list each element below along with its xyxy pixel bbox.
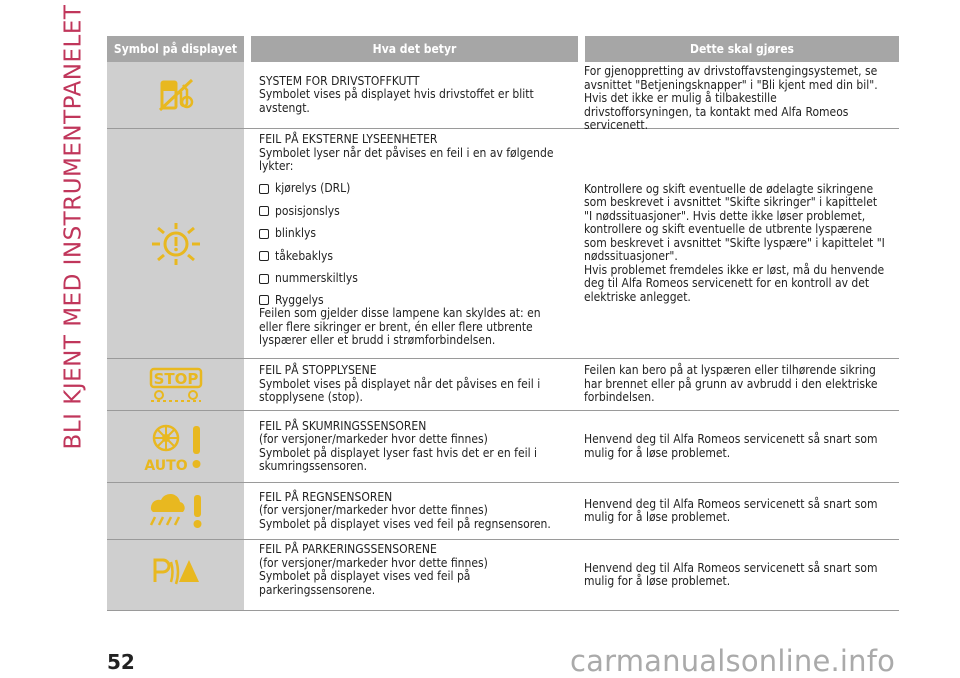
table-row: [107, 62, 899, 132]
fuel-cutoff-icon: [156, 76, 196, 114]
list-item: blinklys: [259, 223, 565, 246]
row-title: FEIL PÅ SKUMRINGSSENSOREN: [259, 418, 427, 433]
row-action: Feilen kan bero på at lyspæren eller tilhørende sikring har brennet eller på grunn av avbrudd i den elektriske forbindelsen.: [584, 363, 878, 405]
action-cell: [571, 359, 892, 410]
meaning-cell: [244, 540, 571, 610]
auto-text: AUTO: [143, 457, 188, 473]
row-title: FEIL PÅ EKSTERNE LYSEENHETER: [259, 132, 438, 146]
table-row: [107, 411, 899, 483]
list-item: kjørelys (DRL): [259, 178, 565, 201]
checkbox-bullet-icon: [259, 274, 269, 284]
row-title: FEIL PÅ STOPPLYSENE: [259, 363, 377, 378]
meaning-cell: [244, 62, 571, 128]
header-symbol: Symbol på displayet: [107, 36, 244, 62]
row-action: Henvend deg til Alfa Romeos servicenett så snart som mulig for å løse problemet.: [584, 432, 878, 460]
row-action: Kontrollere og skift eventuelle de ødelagte sikringene som beskrevet i avsnittet "Skifte sikringer" i kapittelet "I nødssituasjoner". Hvis dette ikke løser problemet, kontrollere og skift eventuelle de utbrente lyspærene som beskrevet i avsnittet "Skifte lyspære" i kapittelet "I nødssituasjoner".: [584, 181, 885, 264]
light-list: [259, 178, 565, 308]
symbol-cell: [107, 62, 244, 128]
action-cell: [571, 483, 892, 539]
checkbox-bullet-icon: [259, 229, 269, 239]
exterior-light-fault-icon: [148, 222, 204, 266]
action-cell: [571, 411, 892, 482]
row-description: Symbolet på displayet vises ved feil på parkeringssensorene.: [259, 569, 471, 597]
stop-light-fault-icon: [147, 366, 205, 404]
checkbox-bullet-icon: [259, 251, 269, 261]
row-description: Symbolet på displayet vises ved feil på regnsensoren.: [259, 516, 551, 531]
action-cell: [571, 540, 892, 610]
table-row: [107, 540, 899, 611]
row-description: Symbolet på displayet lyser fast hvis det er en feil i skumringssensoren.: [259, 445, 538, 473]
row-action-extra: Hvis problemet fremdeles ikke er løst, må du henvende deg til Alfa Romeos servicenett for en kontroll av det elektriske anlegget.: [584, 262, 885, 304]
list-item: nummerskiltlys: [259, 268, 565, 291]
row-note: Feilen som gjelder disse lampene kan skyldes at: en eller flere sikringer er brent, én eller flere utbrente lyspærer eller et brudd i strømforbindelsen.: [259, 306, 541, 347]
checkbox-bullet-icon: [259, 184, 269, 194]
list-item: tåkebaklys: [259, 245, 565, 268]
header-meaning: Hva det betyr: [251, 36, 578, 62]
symbol-table: [107, 36, 899, 611]
list-item: Ryggelys: [259, 290, 565, 307]
table-row: [107, 359, 899, 411]
action-cell: [571, 62, 892, 132]
row-title: SYSTEM FOR DRIVSTOFFKUTT: [259, 73, 420, 88]
row-note: (for versjoner/markeder hvor dette finnes): [259, 432, 488, 446]
row-action: Henvend deg til Alfa Romeos servicenett så snart som mulig for å løse problemet.: [584, 496, 878, 524]
rain-sensor-fault-icon: [145, 493, 207, 529]
meaning-cell: [244, 483, 571, 539]
table-header: [107, 36, 899, 62]
row-description: Symbolet lyser når det påvises en feil i en av følgende lykter:: [259, 145, 554, 173]
twilight-sensor-fault-icon: [144, 421, 208, 473]
row-action: For gjenoppretting av drivstoffavstengingsystemet, se avsnittet "Betjeningsknapper" i "Bli kjent med din bil". Hvis det ikke er mulig å tilbakestille drivstofforsyningen, ta kontakt med Alfa Romeos servicenett.: [584, 64, 878, 132]
row-note: (for versjoner/markeder hvor dette finnes): [259, 503, 488, 518]
meaning-cell: [244, 359, 571, 410]
row-action: Henvend deg til Alfa Romeos servicenett så snart som mulig for å løse problemet.: [584, 560, 878, 588]
symbol-cell: [107, 411, 244, 482]
meaning-cell: [244, 129, 571, 358]
row-title: FEIL PÅ REGNSENSOREN: [259, 489, 393, 504]
meaning-cell: [244, 411, 571, 482]
action-cell: [571, 129, 892, 358]
symbol-cell: [107, 483, 244, 539]
stop-text: STOP: [153, 369, 198, 388]
page-number: 52: [107, 650, 135, 674]
row-description: Symbolet vises på displayet hvis drivstoffet er blitt avstengt.: [259, 87, 534, 115]
checkbox-bullet-icon: [259, 206, 269, 216]
symbol-cell: [107, 359, 244, 410]
symbol-cell: [107, 129, 244, 358]
symbol-cell: [107, 540, 244, 610]
parking-sensor-fault-icon: [151, 556, 201, 586]
checkbox-bullet-icon: [259, 295, 269, 305]
row-description: Symbolet vises på displayet når det påvises en feil i stopplysene (stop).: [259, 376, 541, 405]
header-action: Dette skal gjøres: [585, 36, 899, 62]
row-note: (for versjoner/markeder hvor dette finnes): [259, 555, 488, 570]
row-title: FEIL PÅ PARKERINGSSENSORENE: [259, 542, 437, 556]
list-item: posisjonslys: [259, 200, 565, 223]
section-title: BLI KJENT MED INSTRUMENTPANELET: [60, 4, 86, 450]
table-row: [107, 483, 899, 540]
table-row: [107, 129, 899, 359]
watermark: carmanualsonline.info: [570, 644, 896, 678]
